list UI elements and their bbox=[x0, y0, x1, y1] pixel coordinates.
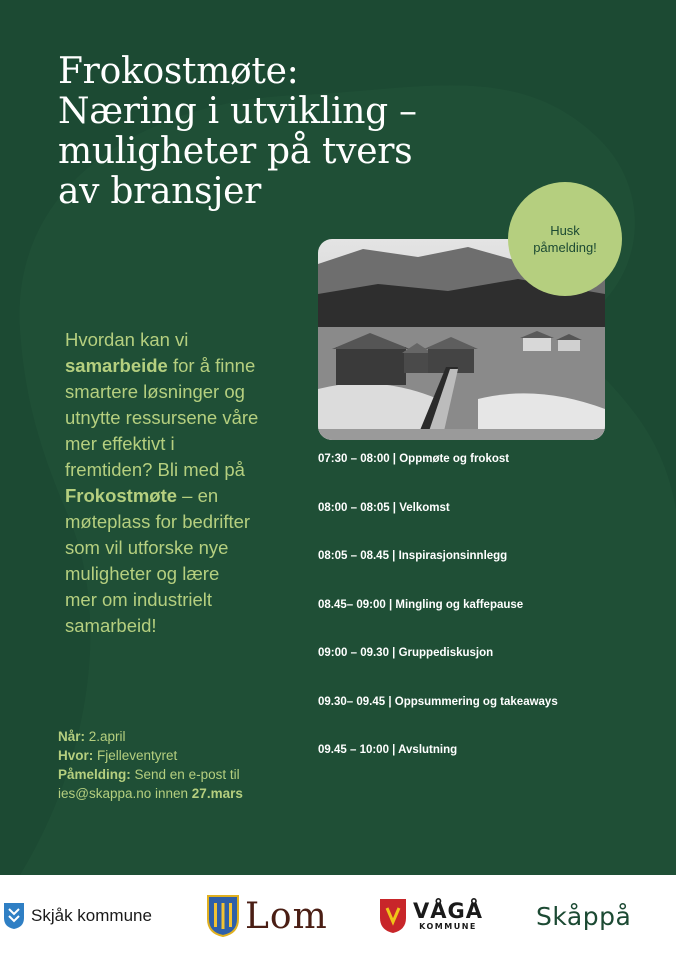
intro-text: – en bbox=[177, 485, 219, 506]
intro-line: som vil utforske nye bbox=[65, 537, 229, 558]
signup-email-text: ies@skappa.no innen bbox=[58, 786, 192, 801]
intro-text: for å finne bbox=[167, 355, 256, 376]
intro-line: muligheter og lære bbox=[65, 563, 220, 584]
vaga-wordmark bbox=[413, 898, 483, 932]
lom-logo bbox=[207, 875, 328, 957]
skappa-name: Skåppå bbox=[536, 901, 632, 931]
agenda-item: 07:30 – 08:00 | Oppmøte og frokost bbox=[318, 453, 510, 465]
where-label: Hvor: bbox=[58, 748, 94, 763]
skjak-kommune-logo bbox=[3, 875, 152, 957]
where-value: Fjelleventyret bbox=[93, 748, 178, 763]
lom-coat-of-arms-icon bbox=[207, 895, 239, 937]
badge-line: påmelding! bbox=[533, 240, 597, 255]
signup-label: Påmelding: bbox=[58, 767, 131, 782]
title-line: muligheter på tvers bbox=[58, 131, 413, 172]
when-label: Når: bbox=[58, 729, 86, 744]
when-value: 2.april bbox=[85, 729, 126, 744]
intro-line: fremtiden? Bli med på bbox=[65, 459, 245, 480]
vaga-subtitle: KOMMUNE bbox=[419, 921, 477, 931]
intro-line bbox=[65, 483, 315, 509]
signup-reminder-badge bbox=[508, 182, 622, 296]
skjak-name: Skjåk kommune bbox=[31, 906, 152, 925]
signup-value: Send en e-post til bbox=[130, 767, 240, 782]
vaga-kommune-logo bbox=[379, 875, 483, 957]
skappa-logo bbox=[536, 875, 631, 957]
vaga-name: VÅGÅ bbox=[413, 898, 483, 923]
intro-line: mer effektivt i bbox=[65, 433, 175, 454]
lom-name: Lom bbox=[245, 895, 328, 937]
sponsor-logo-bar bbox=[0, 875, 676, 957]
agenda-list bbox=[318, 451, 558, 791]
intro-line: møteplass for bedrifter bbox=[65, 511, 251, 532]
title-line: av bransjer bbox=[58, 171, 261, 212]
title-line: Frokostmøte: bbox=[58, 51, 299, 92]
badge-line: Husk bbox=[550, 223, 580, 238]
intro-line: samarbeid! bbox=[65, 615, 157, 636]
title-line: Næring i utvikling – bbox=[58, 91, 417, 132]
agenda-item: 09.45 – 10:00 | Avslutning bbox=[318, 744, 458, 756]
intro-paragraph bbox=[65, 327, 315, 639]
intro-line: mer om industrielt bbox=[65, 589, 213, 610]
intro-line bbox=[65, 353, 315, 379]
agenda-item: 08.45– 09:00 | Mingling og kaffepause bbox=[318, 598, 524, 611]
agenda-item: 08:05 – 08.45 | Inspirasjonsinnlegg bbox=[318, 550, 508, 562]
intro-line: Hvordan kan vi bbox=[65, 329, 189, 350]
intro-bold: samarbeide bbox=[65, 355, 168, 376]
signup-deadline: 27.mars bbox=[191, 786, 243, 801]
agenda-item: 09:00 – 09.30 | Gruppediskusjon bbox=[318, 647, 494, 659]
skjak-coat-of-arms-icon bbox=[3, 902, 25, 930]
event-signup bbox=[58, 765, 243, 784]
page-title bbox=[58, 52, 478, 212]
event-when bbox=[58, 727, 243, 746]
vaga-coat-of-arms-icon bbox=[379, 898, 407, 934]
intro-bold: Frokostmøte bbox=[65, 485, 178, 506]
intro-line: utnytte ressursene våre bbox=[65, 407, 259, 428]
agenda-item: 09.30– 09.45 | Oppsummering og takeaways bbox=[318, 695, 558, 708]
event-signup-email bbox=[58, 784, 243, 803]
intro-line: smartere løsninger og bbox=[65, 381, 245, 402]
event-details bbox=[58, 727, 243, 803]
agenda-item: 08:00 – 08:05 | Velkomst bbox=[318, 501, 450, 514]
event-where bbox=[58, 746, 243, 765]
